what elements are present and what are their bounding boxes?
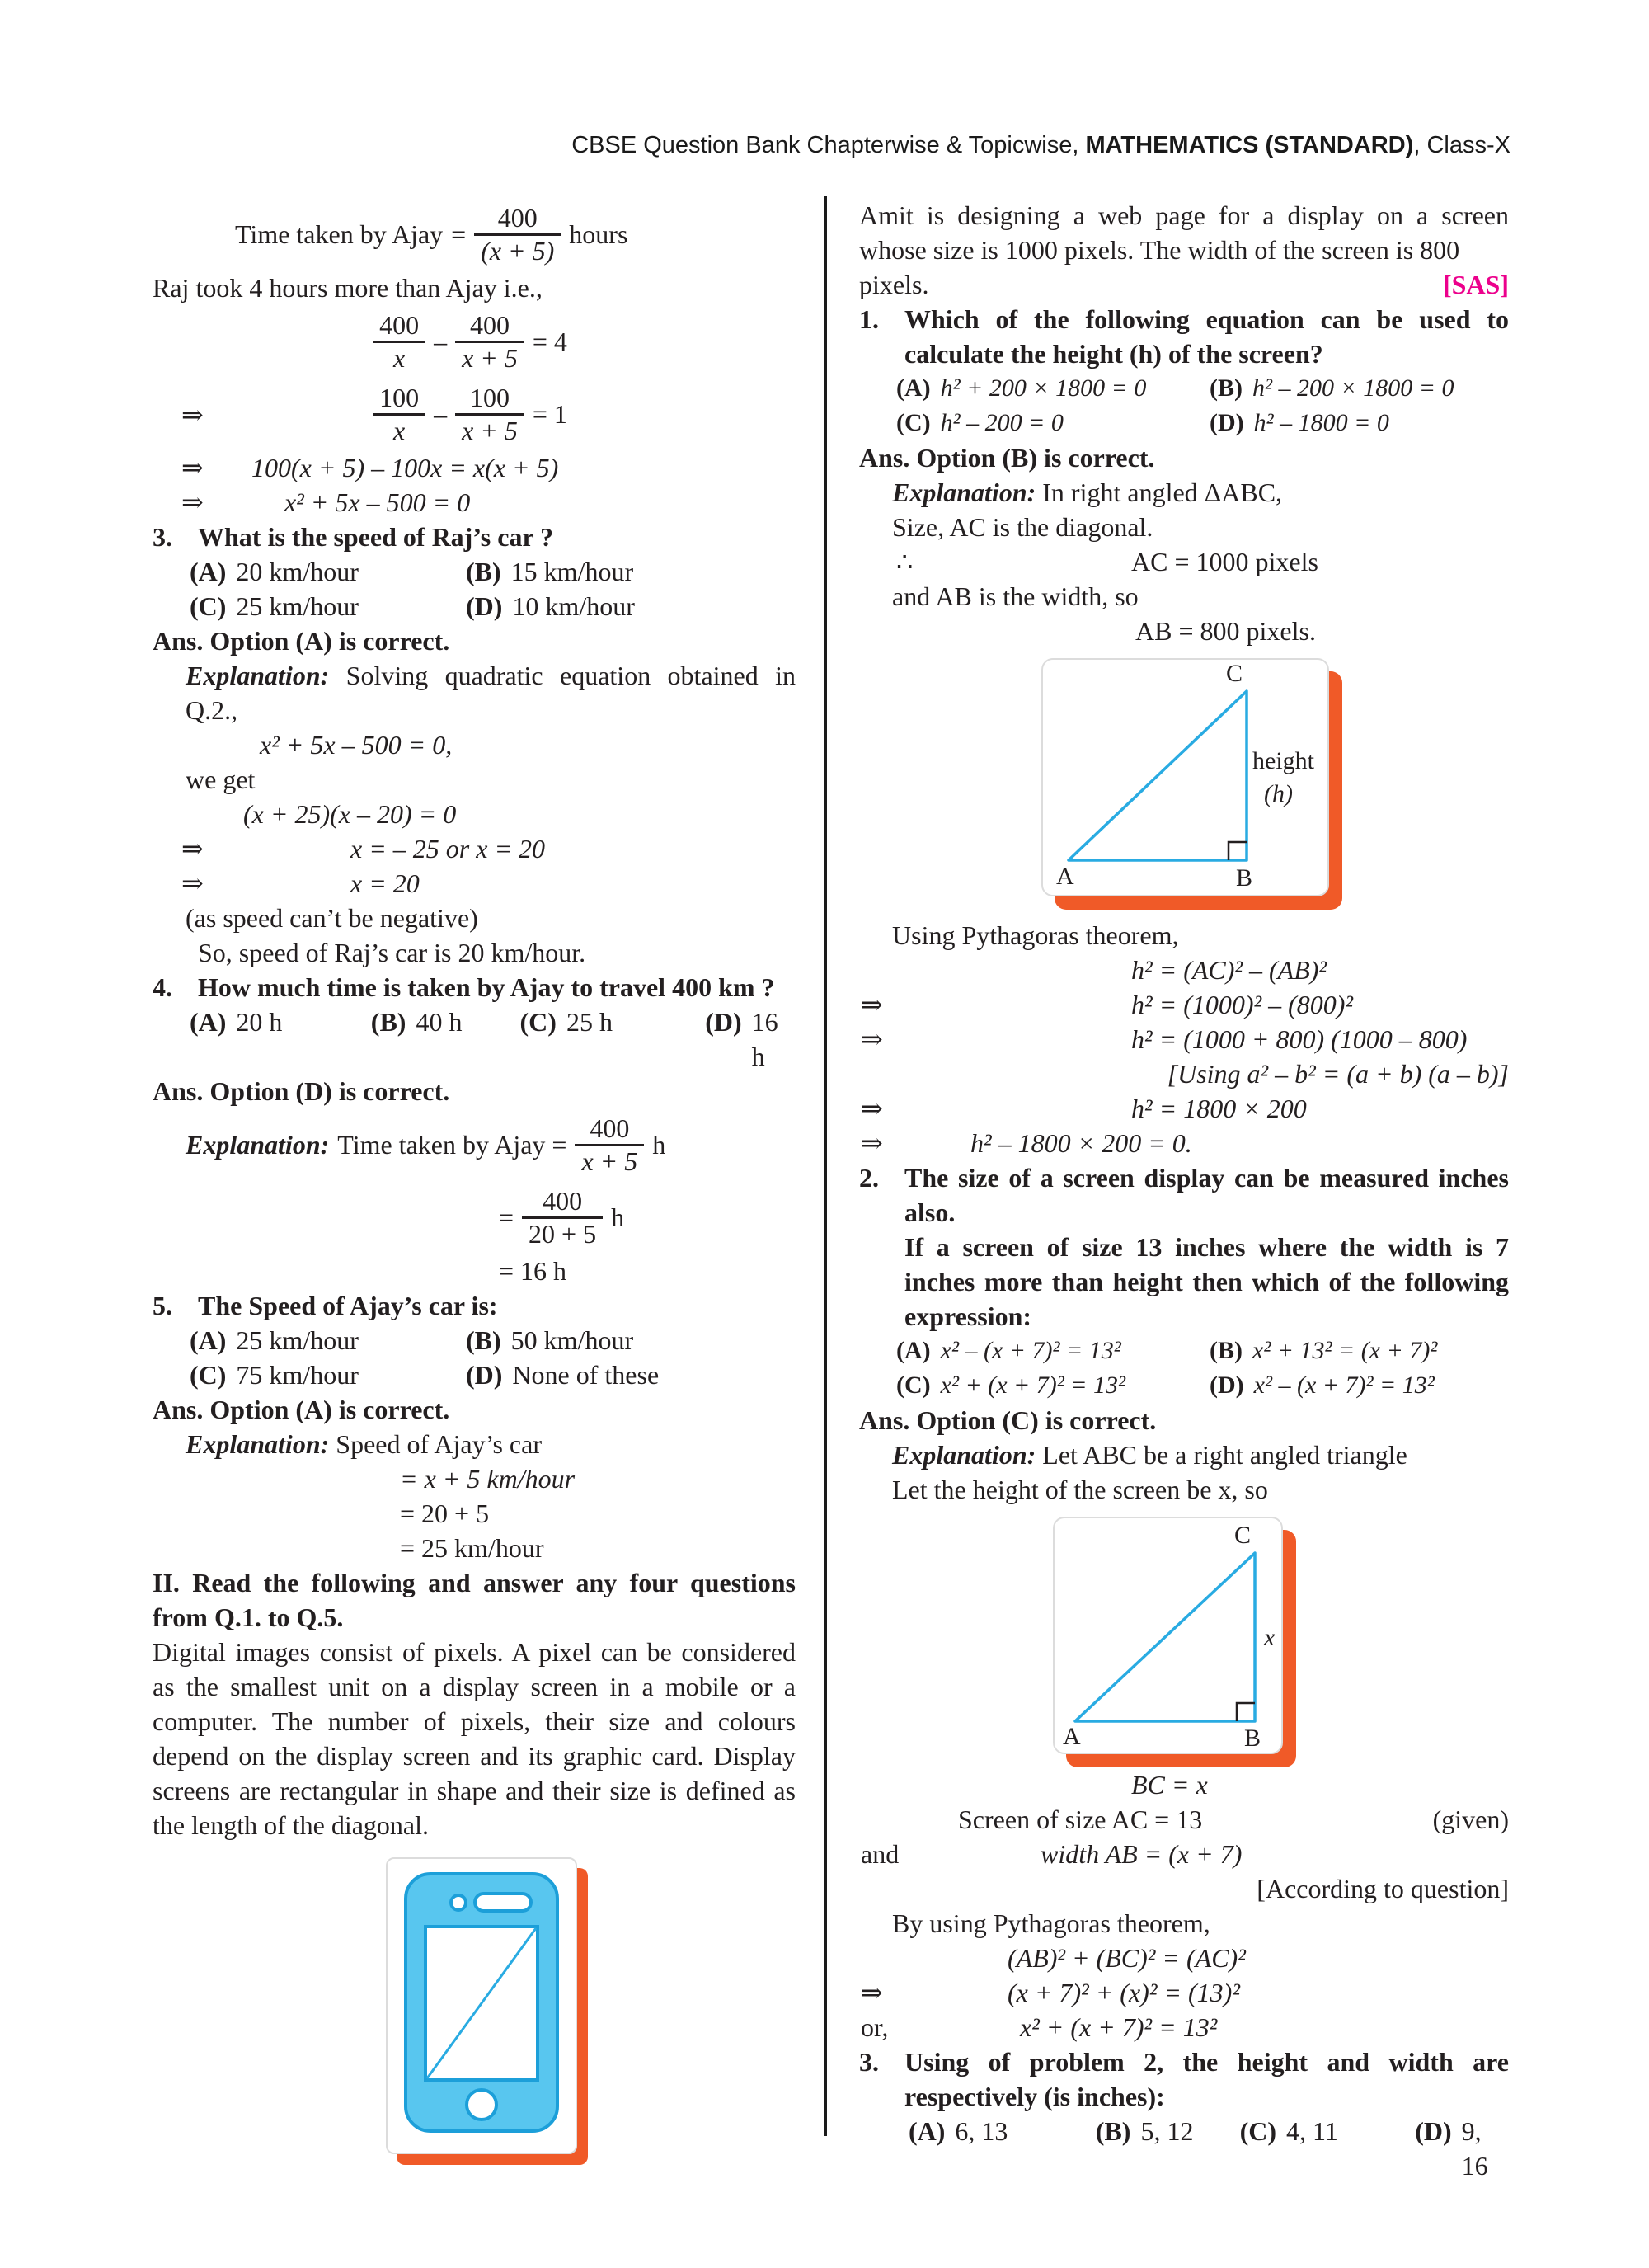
option-d (705, 1005, 796, 1074)
fraction (373, 383, 425, 446)
option-a (190, 1323, 466, 1358)
question-1 (859, 302, 1509, 371)
equation-body: Screen of size AC = 13 (958, 1805, 1203, 1834)
q3-quadratic: x² + 5x – 500 = 0, (260, 730, 453, 760)
option-label: (C) (519, 1007, 557, 1037)
option-text: 9, 16 (1461, 2116, 1488, 2181)
question-5 (153, 1288, 796, 1323)
phone-icon (388, 1859, 576, 2153)
equation-body: 100(x + 5) – 100x = x(x + 5) (251, 453, 559, 482)
vertex-a-label: A (1063, 1723, 1081, 1750)
q1-options-row-2 (859, 406, 1509, 440)
figure-triangle-1 (1041, 658, 1326, 896)
pyth2-line-1 (859, 1941, 1509, 1975)
option-b (466, 554, 633, 589)
pyth2-line-2 (859, 1975, 1509, 2010)
q1-options-row-1 (859, 371, 1509, 406)
step-1 (153, 450, 796, 485)
question-3-right (859, 2044, 1509, 2114)
solution-2 (153, 866, 796, 901)
pythagoras-2-intro: By using Pythagoras theorem, (892, 1908, 1210, 1938)
q3-options-row-1 (153, 554, 796, 589)
option-label: (B) (466, 557, 501, 586)
option-text: 25 km/hour (236, 591, 359, 621)
q2-explanation-line-1 (859, 1437, 1509, 1472)
implies-arrow: ⇒ (181, 453, 204, 482)
q4-answer: Ans. Option (D) is correct. (153, 1076, 450, 1106)
pyth-line-2 (859, 987, 1509, 1022)
right-column (859, 198, 1509, 2183)
fraction-denominator: x (373, 413, 425, 446)
option-text: 15 km/hour (510, 557, 634, 586)
intro-last-word: pixels. (859, 270, 929, 299)
figure-card (1053, 1517, 1283, 1754)
q3-explanation (153, 658, 796, 727)
equation-body: x² + 5x – 500 = 0 (284, 487, 471, 517)
question-text: The size of a screen display can be measured inches also. (904, 1163, 1509, 1227)
equation-body: width AB = (x + 7) (1041, 1839, 1243, 1869)
q2-answer: Ans. Option (C) is correct. (859, 1405, 1157, 1435)
question-text: What is the speed of Raj’s car ? (198, 522, 554, 552)
equation-body: h² – 1800 × 200 = 0. (970, 1128, 1192, 1158)
q4-explanation (153, 1108, 796, 1181)
pythagoras-intro: Using Pythagoras theorem, (892, 920, 1179, 950)
size-line: Size, AC is the diagonal. (892, 512, 1153, 542)
option-label: (D) (705, 1007, 742, 1037)
pyth2-line-3 (859, 2010, 1509, 2044)
therefore-symbol: ∴ (896, 547, 914, 576)
option-label: (B) (370, 1007, 406, 1037)
minus-sign: – (434, 399, 448, 429)
eq-post: h (611, 1202, 625, 1232)
equation-body: (AB)² + (BC)² = (AC)² (1008, 1943, 1246, 1973)
therefore-row (859, 544, 1509, 579)
option-label: (C) (190, 591, 227, 621)
vertex-a-label: A (1056, 863, 1074, 890)
eq-post: hours (569, 219, 628, 249)
option-text: h² + 200 × 1800 = 0 (940, 374, 1147, 402)
option-text: 20 km/hour (236, 557, 359, 586)
q2-options-row-2 (859, 1368, 1509, 1403)
q5-line-1: = x + 5 km/hour (400, 1464, 576, 1494)
bc-equation: BC = x (1131, 1770, 1208, 1800)
option-text: x² – (x + 7)² = 13² (940, 1337, 1121, 1364)
q4-eq-step2 (153, 1181, 796, 1254)
option-label: (C) (896, 1372, 931, 1399)
fraction-numerator: 400 (543, 1185, 583, 1216)
option-c (190, 589, 466, 623)
fraction (474, 203, 561, 266)
factored-equation: (x + 25)(x – 20) = 0 (243, 799, 457, 829)
q5-answer: Ans. Option (A) is correct. (153, 1395, 450, 1424)
phone-card (386, 1857, 577, 2154)
equation-body: x = 20 (350, 868, 420, 898)
option-text: x² – (x + 7)² = 13² (1253, 1372, 1435, 1399)
equation-400-frac (153, 305, 796, 378)
figure-triangle-2 (1053, 1517, 1280, 1754)
option-d (466, 1358, 659, 1392)
fraction-denominator: x + 5 (455, 413, 524, 446)
question-number: 4. (153, 972, 172, 1002)
equation-body: AC = 1000 pixels (1131, 547, 1318, 576)
question-number: 5. (153, 1291, 172, 1320)
fraction-numerator: 400 (379, 309, 420, 340)
width-row (859, 1837, 1509, 1871)
fraction (522, 1186, 603, 1249)
option-text: 5, 12 (1140, 2116, 1194, 2146)
option-d (1210, 1368, 1435, 1403)
fraction (455, 383, 524, 446)
eq-pre: Time taken by Ajay (235, 219, 444, 249)
option-label: (A) (896, 1337, 931, 1364)
option-text: x² + 13² = (x + 7)² (1252, 1337, 1438, 1364)
implies-arrow: ⇒ (181, 487, 204, 517)
passage-text: Digital images consist of pixels. A pixel can be considered as the smallest unit on a display screen in a mobile or a computer. The number of pixels, their size and colours depend on the display screen and its graphic card. Display screens are rectangular in shape and their size is defined as the length of the diagonal. (153, 1637, 796, 1840)
pyth-line-3 (859, 1022, 1509, 1056)
option-text: x² + (x + 7)² = 13² (940, 1372, 1125, 1399)
option-text: 40 h (416, 1007, 463, 1037)
option-label: (A) (190, 557, 227, 586)
raj-line: Raj took 4 hours more than Ajay i.e., (153, 273, 543, 303)
option-label: (D) (1210, 409, 1244, 436)
option-c (1240, 2114, 1416, 2183)
source-tag: [SAS] (1442, 270, 1509, 299)
implies-arrow: ⇒ (181, 834, 204, 863)
fraction-denominator: x (373, 341, 425, 374)
or-word: or, (861, 2012, 889, 2042)
option-c (896, 406, 1210, 440)
option-text: 50 km/hour (510, 1325, 634, 1355)
q3r-options-row (859, 2114, 1509, 2183)
option-b (1210, 1334, 1437, 1368)
explanation-label: Explanation: (186, 1429, 330, 1459)
explanation-label: Explanation: (186, 661, 330, 690)
explanation-text: Time taken by Ajay = (337, 1130, 567, 1160)
case-intro-last-line (859, 267, 1509, 302)
q5-options-row-1 (153, 1323, 796, 1358)
explanation-text: In right angled ΔABC, (1042, 478, 1283, 507)
implies-arrow: ⇒ (181, 400, 204, 430)
page-header (0, 132, 1510, 159)
option-a (909, 2114, 1096, 2183)
ab-equation: AB = 800 pixels. (1135, 616, 1316, 646)
option-c (520, 1005, 706, 1074)
option-d (466, 589, 635, 623)
q5-explanation (153, 1427, 796, 1461)
q3-answer: Ans. Option (A) is correct. (153, 626, 450, 656)
header-class: , Class-X (1413, 132, 1510, 158)
q5-options-row-2 (153, 1358, 796, 1392)
implies-arrow: ⇒ (181, 868, 204, 898)
question-3 (153, 520, 796, 554)
equation-100-frac (153, 378, 796, 450)
equation-body: x² + (x + 7)² = 13² (1020, 2012, 1218, 2042)
option-text: h² – 200 = 0 (940, 409, 1064, 436)
option-a (190, 554, 466, 589)
height-label: height (1252, 747, 1314, 774)
phone-illustration (386, 1857, 574, 2154)
implies-arrow: ⇒ (861, 990, 883, 1019)
fraction-denominator: (x + 5) (474, 233, 561, 266)
equation-body: h² = (1000)² – (800)² (1131, 990, 1353, 1019)
option-label: (A) (190, 1007, 227, 1037)
implies-arrow: ⇒ (861, 1128, 883, 1158)
option-label: (D) (466, 591, 503, 621)
q4-eq-result: = 16 h (499, 1256, 567, 1286)
explanation-label: Explanation: (186, 1130, 330, 1160)
option-text: 10 km/hour (512, 591, 635, 621)
header-subject: MATHEMATICS (STANDARD) (1085, 132, 1414, 158)
option-label: (D) (1415, 2116, 1452, 2146)
q2-paragraph: If a screen of size 13 inches where the width is 7 inches more than height then which of the following expression: (904, 1232, 1509, 1331)
option-text: 16 h (751, 1007, 778, 1071)
option-label: (D) (466, 1360, 503, 1390)
q1-answer: Ans. Option (B) is correct. (859, 443, 1155, 473)
vertex-c-label: C (1226, 660, 1243, 687)
option-label: (C) (896, 409, 931, 436)
implies-arrow: ⇒ (861, 1978, 883, 2007)
explanation-text: Speed of Ajay’s car (336, 1429, 542, 1459)
header-pre: CBSE Question Bank Chapterwise & Topicwise, (571, 132, 1086, 158)
equation-time-ajay (153, 198, 796, 271)
option-text: 25 h (566, 1007, 613, 1037)
equation-body: h² = (AC)² – (AB)² (1131, 955, 1327, 985)
solution-1 (153, 831, 796, 866)
option-label: (B) (466, 1325, 501, 1355)
question-text: Using of problem 2, the height and width are respectively (is inches): (904, 2047, 1509, 2111)
fraction (455, 310, 524, 374)
q1-explanation (859, 475, 1509, 510)
fraction (575, 1113, 644, 1177)
option-b (371, 1005, 520, 1074)
left-column (153, 198, 796, 2154)
x-label: x (1264, 1624, 1276, 1651)
option-label: (C) (190, 1360, 227, 1390)
step-2 (153, 485, 796, 520)
case-intro: Amit is designing a web page for a display on a screen whose size is 1000 pixels. The width of the screen is 800 (859, 200, 1509, 265)
fraction-numerator: 400 (590, 1113, 630, 1143)
q5-line-2: = 20 + 5 (400, 1499, 490, 1528)
q2-options-row-1 (859, 1334, 1509, 1368)
column-divider (824, 196, 827, 2136)
option-label: (B) (1095, 2116, 1131, 2146)
question-number: 3. (153, 522, 172, 552)
ab-width-line: and AB is the width, so (892, 581, 1139, 611)
given-note: (given) (1432, 1805, 1509, 1834)
fraction-denominator: 20 + 5 (522, 1216, 603, 1249)
we-get: we get (186, 765, 256, 794)
q5-line-3: = 25 km/hour (400, 1533, 544, 1563)
vertex-b-label: B (1236, 864, 1253, 892)
question-text: Which of the following equation can be used to calculate the height (h) of the screen? (904, 304, 1509, 369)
explanation-text: Solving quadratic equation obtained in Q.2., (186, 661, 796, 725)
equation-body: (x + 7)² + (x)² = (13)² (1008, 1978, 1240, 2007)
height-symbol-label: (h) (1264, 780, 1293, 807)
question-number: 3. (859, 2047, 879, 2077)
equation-body: x = – 25 or x = 20 (350, 834, 546, 863)
option-label: (A) (896, 374, 931, 402)
option-text: 20 h (236, 1007, 283, 1037)
fraction-numerator: 100 (379, 382, 420, 412)
fraction-denominator: x + 5 (455, 341, 524, 374)
option-label: (C) (1239, 2116, 1277, 2146)
vertex-b-label: B (1244, 1725, 1261, 1752)
q2-explanation-line-2: Let the height of the screen be x, so (892, 1475, 1268, 1504)
eq-sign: = (451, 219, 467, 249)
section-ii-heading: II. Read the following and answer any four questions from Q.1. to Q.5. (153, 1568, 796, 1632)
triangle-diagram-icon (1043, 660, 1327, 895)
option-label: (A) (909, 2116, 946, 2146)
option-c (190, 1358, 466, 1392)
fraction-denominator: x + 5 (575, 1144, 644, 1177)
fraction-numerator: 400 (497, 202, 538, 233)
option-d (1415, 2114, 1509, 2183)
pyth-line-6 (859, 1126, 1509, 1160)
negative-note: (as speed can’t be negative) (186, 903, 478, 933)
question-number: 2. (859, 1163, 879, 1193)
fraction (373, 310, 425, 374)
eq-post: h (652, 1130, 666, 1160)
option-text: 4, 11 (1286, 2116, 1338, 2146)
explanation-text: Let ABC be a right angled triangle (1042, 1440, 1407, 1470)
explanation-label: Explanation: (892, 1440, 1036, 1470)
fraction-numerator: 100 (469, 382, 510, 412)
option-b (1096, 2114, 1240, 2183)
implies-arrow: ⇒ (861, 1094, 883, 1123)
option-text: 6, 13 (955, 2116, 1008, 2146)
fraction-numerator: 400 (469, 309, 510, 340)
option-a (896, 371, 1210, 406)
question-2 (859, 1160, 1509, 1230)
option-d (1210, 406, 1389, 440)
question-number: 1. (859, 304, 879, 334)
question-text: The Speed of Ajay’s car is: (198, 1291, 498, 1320)
q3-options-row-2 (153, 589, 796, 623)
option-text: 25 km/hour (236, 1325, 359, 1355)
ac-13-row (859, 1802, 1509, 1837)
equation-rhs: = 4 (532, 327, 567, 356)
implies-arrow: ⇒ (861, 1024, 883, 1054)
speed-conclusion: So, speed of Raj’s car is 20 km/hour. (198, 938, 586, 967)
figure-card (1041, 658, 1329, 896)
equation-body: h² = (1000 + 800) (1000 – 800) (1131, 1024, 1468, 1054)
explanation-label: Explanation: (892, 478, 1036, 507)
option-text: h² – 200 × 1800 = 0 (1252, 374, 1454, 402)
option-b (1210, 371, 1454, 406)
q4-options-row (153, 1005, 796, 1074)
option-text: None of these (512, 1360, 660, 1390)
equals-sign: = (499, 1202, 514, 1232)
option-label: (A) (190, 1325, 227, 1355)
equation-body: h² = 1800 × 200 (1131, 1094, 1307, 1123)
option-text: 75 km/hour (236, 1360, 359, 1390)
option-b (466, 1323, 633, 1358)
option-a (896, 1334, 1210, 1368)
pyth-line-5 (859, 1091, 1509, 1126)
according-note: [According to question] (1257, 1874, 1509, 1903)
question-text: How much time is taken by Ajay to travel 400 km ? (198, 972, 775, 1002)
and-word: and (861, 1839, 900, 1869)
option-label: (B) (1210, 1337, 1243, 1364)
minus-sign: – (434, 327, 448, 356)
vertex-c-label: C (1234, 1522, 1252, 1549)
equation-rhs: = 1 (532, 399, 567, 429)
pyth-identity-note: [Using a² – b² = (a + b) (a – b)] (1167, 1059, 1509, 1089)
option-a (190, 1005, 371, 1074)
question-4 (153, 970, 796, 1005)
option-label: (B) (1210, 374, 1243, 402)
option-text: h² – 1800 = 0 (1253, 409, 1389, 436)
triangle-diagram-icon (1055, 1518, 1281, 1753)
option-label: (D) (1210, 1372, 1244, 1399)
pyth-line-1 (859, 953, 1509, 987)
option-c (896, 1368, 1210, 1403)
